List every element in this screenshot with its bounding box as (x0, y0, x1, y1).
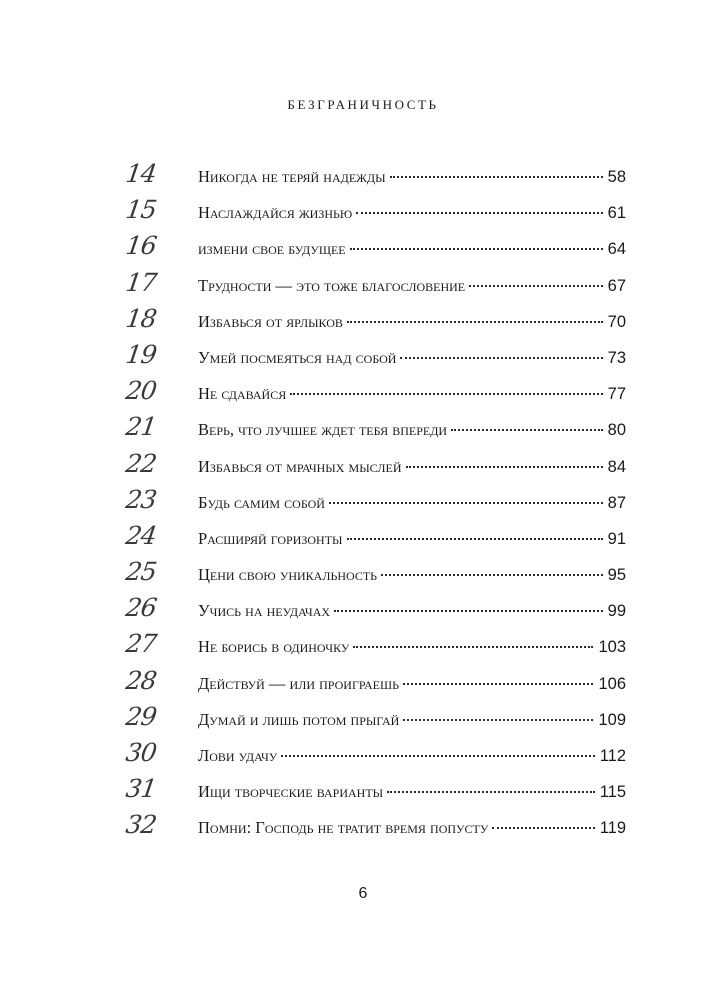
dot-leader (350, 248, 603, 250)
chapter-page: 67 (607, 276, 626, 295)
toc-entry[interactable] (126, 446, 626, 482)
chapter-title: Расширяй горизонты (198, 528, 343, 548)
dot-leader (281, 755, 594, 757)
chapter-page: 58 (607, 168, 626, 186)
toc-entry[interactable] (126, 663, 626, 699)
toc-entry[interactable] (126, 518, 626, 554)
chapter-number: 31 (124, 774, 158, 804)
dot-leader (492, 827, 594, 829)
toc-entry[interactable] (126, 590, 626, 626)
dot-leader (469, 285, 603, 287)
dot-leader (290, 393, 602, 395)
chapter-title: Избавься от ярлыков (198, 311, 343, 331)
chapter-title: Наслаждайся жизнью (198, 203, 353, 223)
chapter-number: 25 (124, 557, 158, 587)
dot-leader (381, 574, 603, 576)
toc-entry[interactable] (126, 228, 626, 264)
chapter-number: 27 (124, 629, 158, 659)
chapter-title: Действуй — или проиграешь (198, 673, 400, 693)
dot-leader (329, 502, 603, 504)
dot-leader (403, 719, 593, 721)
chapter-number: 21 (124, 412, 158, 442)
chapter-page: 106 (598, 674, 626, 693)
toc-entry[interactable] (126, 554, 626, 590)
dot-leader (356, 212, 602, 214)
chapter-title: измени свое будущее (198, 239, 346, 259)
toc-entry[interactable] (126, 409, 626, 445)
chapter-title: Верь, что лучшее ждет тебя впереди (198, 420, 448, 440)
chapter-page: 61 (607, 204, 626, 223)
toc-entry[interactable] (126, 482, 626, 518)
chapter-page: 70 (607, 312, 626, 331)
chapter-title: Учись на неудачах (198, 601, 331, 621)
toc-entry[interactable] (126, 337, 626, 373)
chapter-number: 19 (124, 339, 158, 369)
chapter-title: Будь самим собой (198, 492, 325, 512)
table-of-contents (126, 156, 626, 844)
chapter-page: 87 (607, 493, 626, 512)
chapter-number: 15 (124, 195, 158, 225)
toc-entry[interactable] (126, 699, 626, 735)
toc-entry[interactable] (126, 807, 626, 843)
chapter-title: Думай и лишь потом прыгай (198, 709, 400, 729)
chapter-page: 99 (607, 602, 626, 621)
chapter-page: 77 (607, 385, 626, 404)
dot-leader (353, 646, 593, 648)
chapter-title: Умей посмеяться над собой (198, 347, 397, 367)
chapter-number: 16 (124, 231, 158, 261)
dot-leader (387, 791, 595, 793)
dot-leader (406, 466, 603, 468)
chapter-page: 103 (598, 638, 626, 657)
running-head: БЕЗГРАНИЧНОСТЬ (287, 97, 439, 112)
chapter-page: 64 (607, 240, 626, 259)
chapter-number: 29 (124, 701, 158, 731)
chapter-page: 112 (599, 747, 626, 765)
chapter-page: 73 (607, 348, 626, 367)
chapter-number: 23 (124, 484, 158, 514)
chapter-title: Избавься от мрачных мыслей (198, 456, 402, 476)
toc-entry[interactable] (126, 626, 626, 662)
chapter-number: 30 (124, 738, 158, 767)
chapter-number: 20 (124, 376, 158, 406)
chapter-title: Лови удачу (198, 746, 278, 765)
dot-leader (347, 538, 603, 540)
toc-entry[interactable] (126, 192, 626, 228)
chapter-number: 28 (124, 665, 158, 695)
chapter-page: 115 (599, 783, 626, 802)
chapter-title: Трудности — это тоже благословение (198, 275, 466, 295)
chapter-title: Помни: Господь не тратит время попусту (198, 818, 489, 838)
toc-entry[interactable] (126, 735, 626, 771)
dot-leader (347, 321, 603, 323)
chapter-number: 24 (124, 520, 158, 550)
page-number: 6 (358, 885, 368, 902)
chapter-page: 80 (607, 421, 626, 440)
toc-entry[interactable] (126, 771, 626, 807)
chapter-page: 91 (607, 529, 626, 548)
chapter-number: 18 (124, 303, 158, 333)
chapter-title: Никогда не теряй надежды (198, 167, 386, 186)
chapter-title: Цени свою уникальность (198, 565, 378, 585)
dot-leader (390, 176, 603, 178)
chapter-page: 84 (607, 457, 626, 476)
dot-leader (334, 610, 603, 612)
chapter-title: Ищи творческие варианты (198, 782, 384, 802)
chapter-number: 14 (124, 159, 158, 188)
toc-entry[interactable] (126, 265, 626, 301)
dot-leader (451, 429, 603, 431)
chapter-page: 109 (598, 710, 626, 729)
chapter-page: 95 (607, 566, 626, 585)
chapter-title: Не борись в одиночку (198, 637, 350, 657)
chapter-number: 22 (124, 448, 158, 478)
chapter-title: Не сдавайся (198, 384, 287, 404)
chapter-number: 26 (124, 593, 158, 623)
chapter-number: 32 (124, 810, 158, 840)
chapter-number: 17 (124, 267, 158, 297)
toc-entry[interactable] (126, 156, 626, 192)
dot-leader (403, 683, 593, 685)
chapter-page: 119 (599, 819, 626, 838)
toc-entry[interactable] (126, 301, 626, 337)
toc-entry[interactable] (126, 373, 626, 409)
dot-leader (400, 357, 602, 359)
